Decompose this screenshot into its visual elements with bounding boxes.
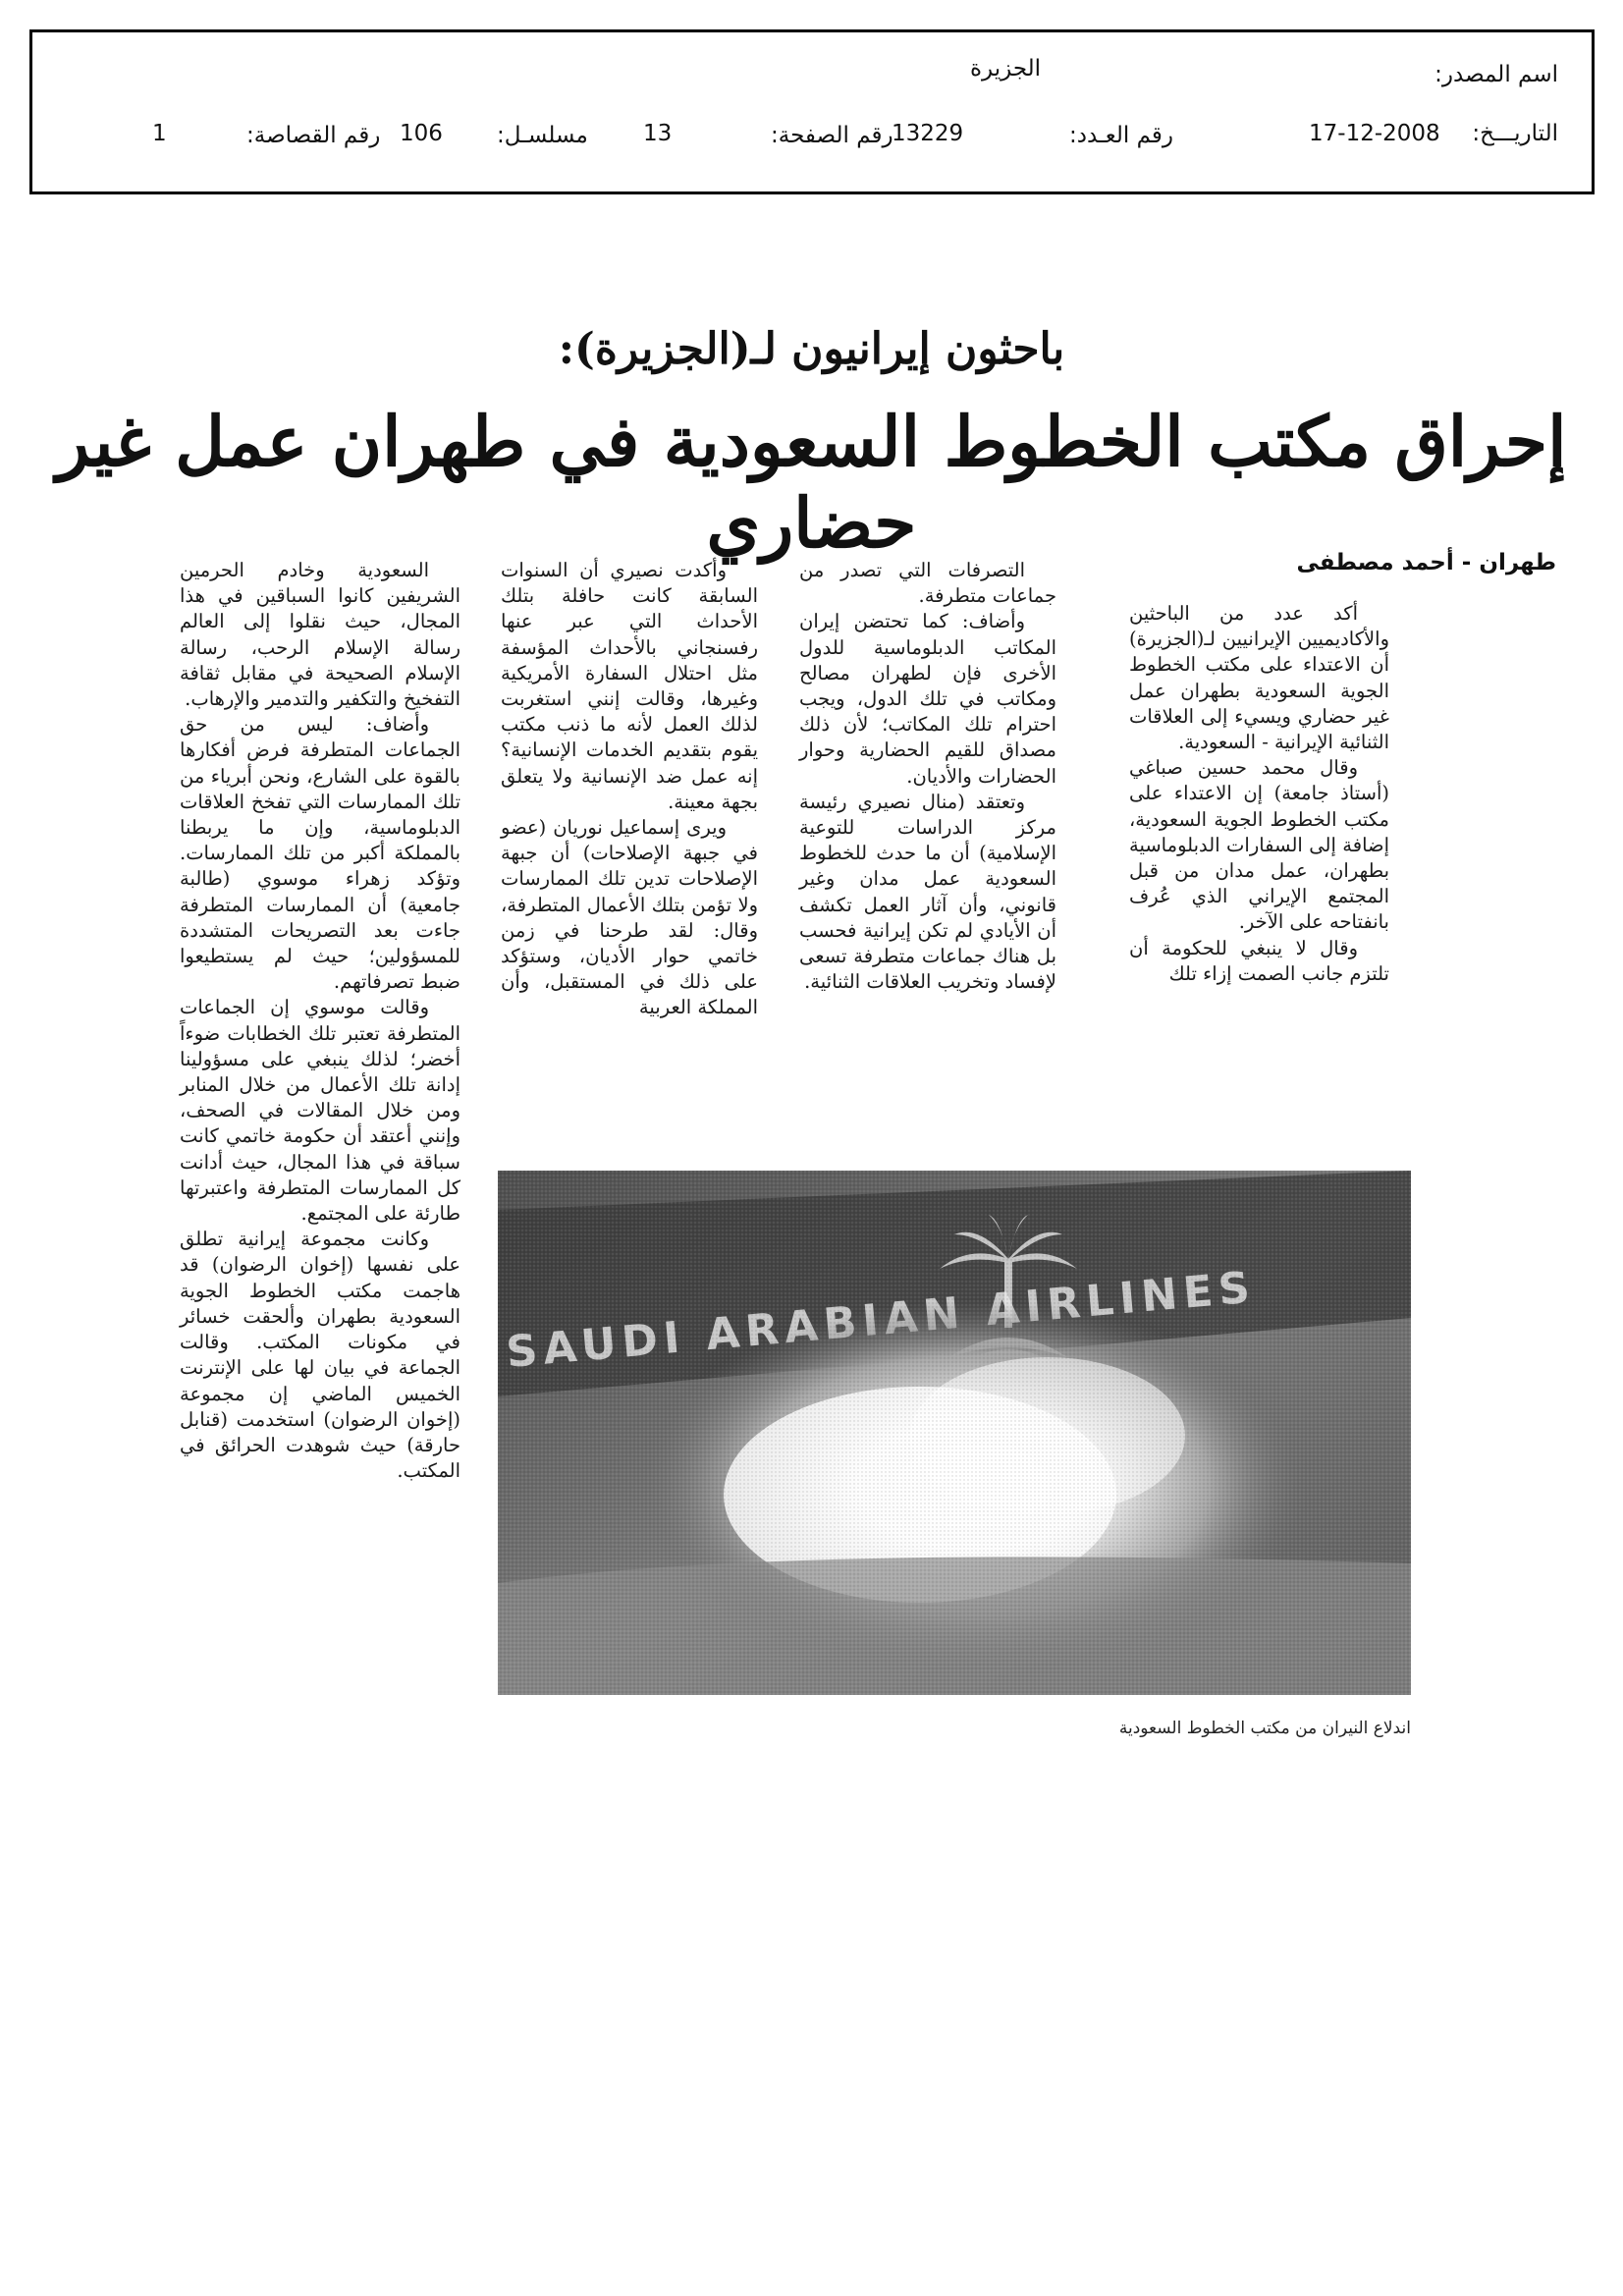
paragraph: وأضاف: كما تحتضن إيران المكاتب الدبلوماسية للدول الأخرى فإن لطهران مصالح ومكاتب في تلك الدول، ويجب احترام تلك المكاتب؛ لأن ذلك مصداق للقيم الحضارية وحوار الحضارات والأديان. [799,610,1056,788]
serial-label: مسلسـل: [497,123,588,148]
photo-caption: اندلاع النيران من مكتب الخطوط السعودية [1118,1719,1411,1738]
date-value: 17-12-2008 [1309,121,1440,146]
source-label: اسم المصدر: [1434,62,1558,87]
clipping-value: 1 [152,121,167,146]
page-value: 13 [643,121,673,146]
paragraph: وكانت مجموعة إيرانية تطلق على نفسها (إخوان الرضوان) قد هاجمت مكتب الخطوط الجوية السعودية بطهران وألحقت خسائر في مكونات المكتب. وقالت الجماعة في بيان لها على الإنترنت الخميس الماضي إن مجموعة (إخوان الرضوان) استخدمت (قنابل حارقة) حيث شوهدت الحرائق في المكتب. [180,1228,460,1483]
article-photo [498,1171,1411,1695]
source-value: الجزيرة [970,56,1042,82]
paragraph: أكد عدد من الباحثين والأكاديميين الإيرانيين لـ(الجزيرة) أن الاعتداء على مكتب الخطوط الجوية السعودية بطهران عمل غير حضاري ويسيء إلى العلاقات الثنائية الإيرانية - السعودية. [1129,602,1389,754]
article-column-4 [180,558,460,1484]
article-column-3 [501,558,758,1021]
paragraph: وأكدت نصيري أن السنوات السابقة كانت حافلة بتلك الأحداث التي عبر عنها رفسنجاني بالأحداث المؤسفة مثل احتلال السفارة الأمريكية وغيرها، وقالت إنني استغربت لذلك العمل لأنه ما ذنب مكتب يقوم بتقديم الخدمات الإنسانية؟ إنه عمل ضد الإنسانية ولا يتعلق بجهة معينة. [501,559,758,813]
issue-label: رقم العـدد: [1069,123,1174,148]
paragraph: ويرى إسماعيل نوريان (عضو في جبهة الإصلاحات) أن جبهة الإصلاحات تدين تلك الممارسات ولا تؤمن بتلك الأعمال المتطرفة، وقال: لقد طرحنا في زمن خاتمي حوار الأديان، وستؤكد على ذلك في المستقبل، وأن المملكة العربية [501,816,758,1019]
clipping-header-box [29,29,1595,194]
article-column-2 [799,558,1056,995]
article-headline: إحراق مكتب الخطوط السعودية في طهران عمل غير حضاري [56,401,1567,564]
paragraph: وقالت موسوي إن الجماعات المتطرفة تعتبر تلك الخطابات ضوءاً أخضر؛ لذلك ينبغي على مسؤولينا إدانة تلك الأعمال من خلال المنابر ومن خلال المقالات في الصحف، وإنني أعتقد أن حكومة خاتمي كانت سباقة في هذا المجال، حيث أدانت كل الممارسات المتطرفة واعتبرتها طارئة على المجتمع. [180,996,460,1226]
paragraph: وقال لا ينبغي للحكومة أن تلتزم جانب الصمت إزاء تلك [1129,936,1389,985]
article-kicker: باحثون إيرانيون لـ(الجزيرة): [558,324,1065,374]
paragraph: التصرفات التي تصدر من جماعات متطرفة. [799,559,1056,608]
paragraph: وأضاف: ليس من حق الجماعات المتطرفة فرض أفكارها بالقوة على الشارع، ونحن أبرياء من تلك الممارسات التي تفخخ العلاقات الدبلوماسية، وإن ما يربطنا بالمملكة أكبر من تلك الممارسات. وتؤكد زهراء موسوي (طالبة جامعية) أن الممارسات المتطرفة جاءت بعد التصريحات المتشددة للمسؤولين؛ حيث لم يستطيعوا ضبط تصرفاتهم. [180,713,460,994]
photo-illustration [498,1171,1411,1695]
page-label: رقم الصفحة: [771,123,893,148]
article-byline: طهران - أحمد مصطفى [1296,550,1556,575]
serial-value: 106 [400,121,443,146]
paragraph: السعودية وخادم الحرمين الشريفين كانوا السباقين في هذا المجال، حيث نقلوا إلى العالم رسالة الإسلام الرحب، رسالة الإسلام الصحيحة في مقابل ثقافة التفخيخ والتكفير والتدمير والإرهاب. [180,559,460,711]
paragraph: وتعتقد (منال نصيري رئيسة مركز الدراسات للتوعية الإسلامية) أن ما حدث للخطوط السعودية عمل مدان وغير قانوني، وأن آثار العمل تكشف أن الأيادي لم تكن إيرانية فحسب بل هناك جماعات متطرفة تسعى لإفساد وتخريب العلاقات الثنائية. [799,790,1056,994]
date-label: التاريـــخ: [1472,121,1558,146]
issue-value: 13229 [892,121,964,146]
clipping-label: رقم القصاصة: [246,123,381,148]
paragraph: وقال محمد حسين صباغي (أستاذ جامعة) إن الاعتداء على مكتب الخطوط الجوية السعودية، إضافة إلى السفارات الدبلوماسية بطهران، عمل مدان من قبل المجتمع الإيراني الذي عُرف بانفتاحه على الآخر. [1129,756,1389,934]
article-column-1 [1129,601,1389,987]
